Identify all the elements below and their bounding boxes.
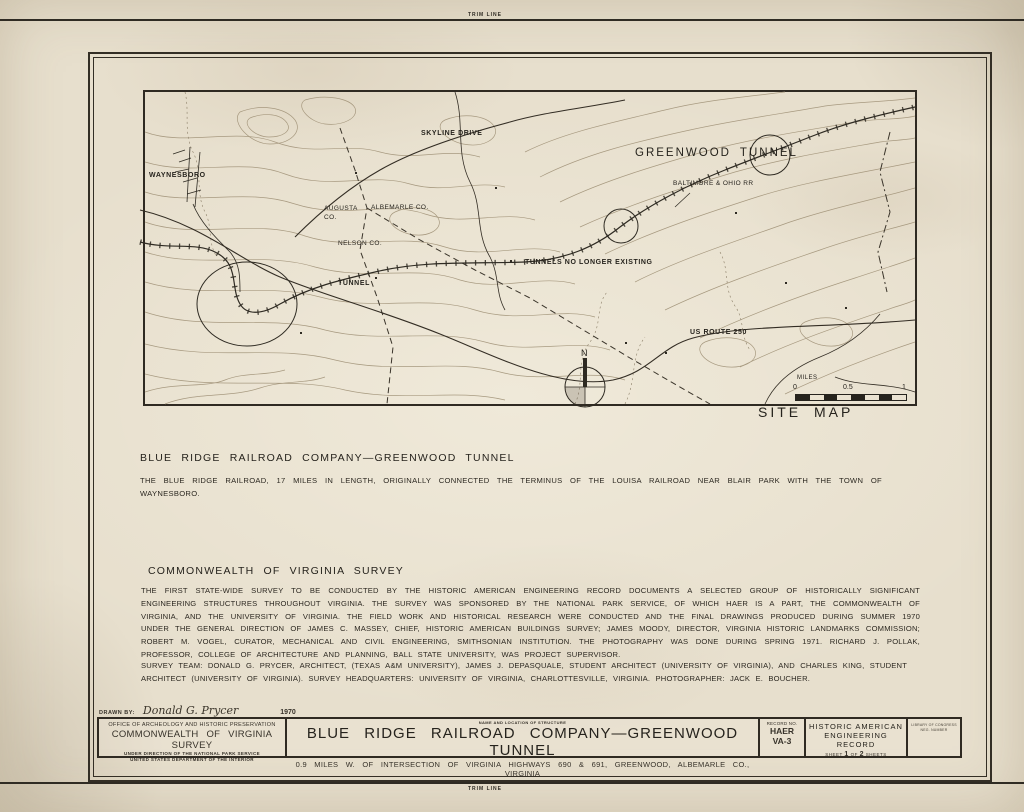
map-label-nelson-co: NELSON CO. xyxy=(338,240,383,247)
map-label-waynesboro: WAYNESBORO xyxy=(149,172,206,179)
loc-line1: LIBRARY OF CONGRESS xyxy=(911,723,957,727)
loc-line2: NEG. NUMBER xyxy=(920,727,948,732)
sheet-number: 1 xyxy=(844,751,849,758)
haer-line2: ENGINEERING RECORD xyxy=(824,731,888,749)
sheets-label: SHEETS xyxy=(865,752,887,757)
topo-map-canvas xyxy=(145,92,915,404)
sheet-total: 2 xyxy=(859,751,864,758)
town-marks xyxy=(173,147,240,292)
survey-heading: COMMONWEALTH OF VIRGINIA SURVEY xyxy=(148,565,405,577)
site-map-drawing xyxy=(143,90,917,406)
name-location-label: NAME AND LOCATION OF STRUCTURE xyxy=(478,720,567,725)
structure-name: BLUE RIDGE RAILROAD COMPANY—GREENWOOD TUNNEL xyxy=(306,725,739,759)
survey-team-paragraph: SURVEY TEAM: DONALD G. PRYCER, ARCHITECT, (TEXAS A&M UNIVERSITY), JAMES J. DEPASQUALE, STUDENT ARCHITECT (UNIVERSITY OF VIRGINIA), AND CHARLES KING, STUDENT ARCHITECT (UNIVERSITY OF VIRGINIA). SURVEY HEADQUARTERS: UNIVERSITY OF VIRGINIA, CHARLOTTESVILLE, VIRGINIA. PHOTOGRAPHER: JACK E. BOUCHER. xyxy=(141,661,907,683)
stream-lines xyxy=(185,92,750,404)
scale-bar-segments xyxy=(795,394,907,401)
map-label-us-route-250: US ROUTE 250 xyxy=(690,329,747,336)
map-label-baltimore-ohio-rr: BALTIMORE & OHIO RR xyxy=(673,180,754,187)
record-number-box xyxy=(760,719,806,756)
drawn-by-row xyxy=(99,704,296,717)
office-line4: UNITED STATES DEPARTMENT OF THE INTERIOR xyxy=(130,756,254,762)
scale-tick-0: 0 xyxy=(793,384,797,391)
road-lines xyxy=(140,92,915,404)
map-label-augusta-co: AUGUSTA CO. xyxy=(324,205,358,221)
trim-line-label-bottom: TRIM LINE xyxy=(468,786,502,792)
trim-line-bottom xyxy=(0,782,1024,784)
label-leader-line xyxy=(675,193,690,207)
railroad-line xyxy=(140,107,915,312)
scale-unit-label: MILES xyxy=(797,375,818,381)
scale-tick-1: 1 xyxy=(902,384,906,391)
structure-location: 0.9 MILES W. OF INTERSECTION OF VIRGINIA HIGHWAYS 690 & 691, GREENWOOD, ALBEMARLE CO., VIRGINIA xyxy=(295,760,750,778)
sheet-label: SHEET xyxy=(825,752,843,757)
haer-line1: HISTORIC AMERICAN xyxy=(809,722,903,731)
drawn-by-signature: Donald G. Prycer xyxy=(142,704,239,717)
survey-paragraph: THE FIRST STATE-WIDE SURVEY TO BE CONDUCTED BY THE HISTORIC AMERICAN ENGINEERING RECORD DOCUMENTS A SELECTED GROUP OF HISTORICALLY SIGNIFICANT ENGINEERING STRUCTURES THROUGHOUT VIRGINIA. THE SURVEY WAS SPONSORED BY THE NATIONAL PARK SERVICE, OF WHICH HAER IS A PART, THE COMMONWEALTH OF VIRGINIA, AND THE UNIVERSITY OF VIRGINIA. THE FIELD WORK AND HISTORICAL RESEARCH WERE CONDUCTED AND THE FINAL DRAWINGS PRODUCED DURING SUMMER 1970 UNDER THE GENERAL DIRECTION OF JAMES C. MASSEY, CHIEF, HISTORIC AMERICAN BUILDINGS SURVEY; JAMES MOODY, DIRECTOR, VIRGINIA HISTORIC LANDMARKS COMMISSION; ROBERT M. VOGEL, CURATOR, MECHANICAL AND CIVIL ENGINEERING, SMITHSONIAN INSTITUTION. THE PHOTOGRAPHY WAS DONE DURING SPRING 1971. RICHARD J. POLLAK, PROFESSOR, COLLEGE OF ARCHITECTURE AND PLANNING, BALL STATE UNIVERSITY, WAS PROJECT SUPERVISOR. xyxy=(141,586,920,659)
library-of-congress-box xyxy=(908,719,960,756)
map-label-greenwood-tunnel: GREENWOOD TUNNEL xyxy=(635,147,798,159)
haer-box xyxy=(806,719,908,756)
scale-tick-05: 0.5 xyxy=(843,384,853,391)
structure-name-box xyxy=(287,719,760,778)
trim-line-top xyxy=(0,19,1024,21)
map-label-albemarle-co: ALBEMARLE CO. xyxy=(371,204,429,211)
trim-line-label-top: TRIM LINE xyxy=(468,12,502,18)
north-arrow-icon xyxy=(565,348,605,407)
office-line3: UNDER DIRECTION OF THE NATIONAL PARK SERVICE xyxy=(123,751,261,756)
map-label-tunnel: TUNNEL xyxy=(338,280,370,287)
structure-paragraph: THE BLUE RIDGE RAILROAD, 17 MILES IN LENGTH, ORIGINALLY CONNECTED THE TERMINUS OF THE LOUISA RAILROAD NEAR BLAIR PARK WITH THE TOWN OF WAYNESBORO. xyxy=(140,476,882,498)
office-line2: COMMONWEALTH OF VIRGINIA SURVEY xyxy=(111,729,273,751)
title-block xyxy=(97,717,962,778)
record-no-label: RECORD NO. xyxy=(766,721,798,726)
sheet-line xyxy=(806,751,906,758)
drawn-by-label: DRAWN BY: xyxy=(99,710,135,716)
structure-heading: BLUE RIDGE RAILROAD COMPANY—GREENWOOD TUNNEL xyxy=(140,452,515,464)
office-box xyxy=(99,719,287,762)
drawn-year: 1970 xyxy=(280,709,296,716)
office-line1: OFFICE OF ARCHEOLOGY AND HISTORIC PRESERVATION xyxy=(108,722,276,728)
map-label-tunnels-no-longer-existing: TUNNELS NO LONGER EXISTING xyxy=(525,259,653,266)
north-label: N xyxy=(581,348,588,358)
record-line1: HAER xyxy=(769,726,795,736)
map-label-skyline-drive: SKYLINE DRIVE xyxy=(421,130,483,137)
record-line2: VA-3 xyxy=(772,736,792,746)
of-label: OF xyxy=(850,752,858,757)
site-map-caption: SITE MAP xyxy=(758,404,854,420)
